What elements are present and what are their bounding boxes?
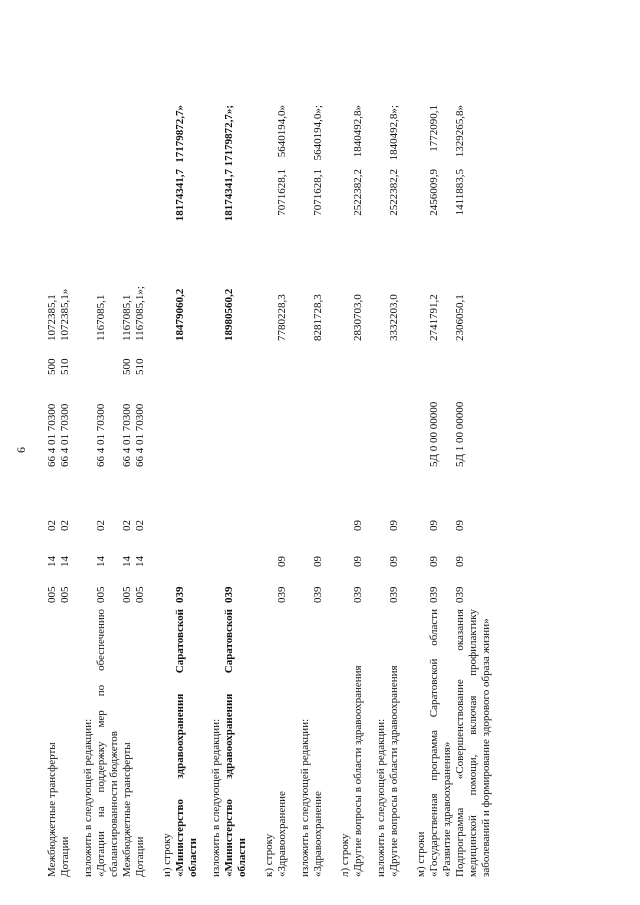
target-article-code: 66 4 01 70300 bbox=[95, 403, 107, 467]
table-row bbox=[121, 105, 134, 877]
table-row bbox=[428, 105, 454, 877]
amount-year-1: 1167085,1»; bbox=[134, 286, 146, 341]
spacer-row bbox=[401, 105, 415, 877]
dept-code: 039 bbox=[428, 586, 440, 603]
section-label-row bbox=[339, 105, 352, 877]
dept-code: 005 bbox=[95, 586, 107, 603]
section-label: и) строку bbox=[161, 833, 173, 877]
row-name: «Здравоохранение bbox=[276, 791, 288, 877]
section-code: 14 bbox=[134, 556, 146, 567]
amount-year-2 bbox=[59, 169, 72, 227]
row-name: Межбюджетные трансферты bbox=[121, 742, 133, 877]
instruction-row bbox=[82, 105, 95, 877]
table-row bbox=[276, 105, 289, 877]
spacer-row bbox=[325, 105, 339, 877]
subsection-code: 02 bbox=[95, 520, 107, 531]
table-row bbox=[174, 105, 200, 877]
dept-code: 005 bbox=[121, 586, 133, 603]
amount-year-1: 1167085,1 bbox=[95, 294, 107, 341]
spacer-row bbox=[289, 105, 299, 877]
subsection-code: 09 bbox=[428, 520, 440, 531]
spacer-row bbox=[72, 105, 82, 877]
row-name: Межбюджетные трансферты bbox=[46, 742, 58, 877]
budget-table bbox=[46, 105, 493, 877]
target-article-code: 66 4 01 70300 bbox=[121, 403, 133, 467]
amount-year-2: 2522382,2 bbox=[352, 169, 364, 216]
amount-year-2 bbox=[95, 169, 121, 227]
section-code bbox=[223, 531, 249, 567]
dept-code: 005 bbox=[134, 586, 146, 603]
amount-year-2: 2456009,9 bbox=[428, 169, 440, 216]
target-article-code: 66 4 01 70300 bbox=[46, 403, 58, 467]
row-name: Подпрограмма «Совершенствование оказания медицинской помощи, включая профилактику заболеваний и формирование здорового образа жизни» bbox=[454, 609, 492, 877]
expense-type-code bbox=[352, 341, 365, 375]
instruction-text: изложить в следующей редакции: bbox=[375, 718, 387, 877]
amount-year-1: 18980560,2 bbox=[223, 288, 235, 341]
row-name: «Государственная программа Саратовской области «Развитие здравоохранения» bbox=[428, 609, 453, 877]
dept-code: 039 bbox=[223, 586, 235, 603]
row-name: «Дотации на поддержку мер по обеспечению сбалансированности бюджетов bbox=[95, 609, 120, 877]
dept-code: 005 bbox=[59, 586, 71, 603]
row-name: «Здравоохранение bbox=[312, 791, 324, 877]
target-article-code bbox=[276, 375, 289, 467]
row-name: «Министерство здравоохранения Саратовской области bbox=[174, 609, 199, 877]
section-label-row bbox=[415, 105, 428, 877]
instruction-row bbox=[210, 105, 223, 877]
amount-year-2 bbox=[46, 169, 59, 227]
expense-type-code bbox=[454, 341, 493, 375]
row-name: Дотации bbox=[59, 836, 71, 877]
amount-year-3 bbox=[134, 105, 147, 169]
spacer-row bbox=[147, 105, 161, 877]
dept-code: 039 bbox=[352, 586, 364, 603]
dept-code: 039 bbox=[454, 586, 466, 603]
target-article-code: 5Д 1 00 00000 bbox=[454, 401, 466, 467]
amount-year-1: 2741791,2 bbox=[428, 294, 440, 341]
subsection-code bbox=[312, 467, 325, 531]
amount-year-1: 1072385,1» bbox=[59, 288, 71, 341]
subsection-code: 02 bbox=[121, 520, 133, 531]
dept-code: 039 bbox=[388, 586, 400, 603]
table-row bbox=[223, 105, 249, 877]
table-row bbox=[59, 105, 72, 877]
amount-year-1: 2830703,0 bbox=[352, 294, 364, 341]
section-code: 09 bbox=[428, 556, 440, 567]
instruction-row bbox=[299, 105, 312, 877]
amount-year-3: 5640194,0»; bbox=[312, 105, 324, 161]
expense-type-code bbox=[95, 341, 121, 375]
table-row bbox=[95, 105, 121, 877]
amount-year-3: 5640194,0» bbox=[276, 105, 288, 158]
instruction-row bbox=[375, 105, 388, 877]
row-name: Дотации bbox=[134, 836, 146, 877]
amount-year-3: 17179872,7»; bbox=[223, 105, 235, 167]
dept-code: 039 bbox=[312, 586, 324, 603]
subsection-code: 02 bbox=[134, 520, 146, 531]
table-row bbox=[46, 105, 59, 877]
amount-year-3 bbox=[121, 105, 134, 169]
table-row bbox=[388, 105, 401, 877]
section-label-row bbox=[263, 105, 276, 877]
table-row bbox=[312, 105, 325, 877]
section-code: 09 bbox=[388, 556, 400, 567]
target-article-code: 5Д 0 00 00000 bbox=[428, 401, 440, 467]
amount-year-1: 2306050,1 bbox=[454, 294, 466, 341]
section-code: 09 bbox=[312, 556, 324, 567]
row-name: «Министерство здравоохранения Саратовской области bbox=[223, 609, 248, 877]
target-article-code bbox=[388, 375, 401, 467]
amount-year-1: 1072385,1 bbox=[46, 294, 58, 341]
amount-year-2: 18174341,7 bbox=[174, 169, 186, 222]
amount-year-2: 2522382,2 bbox=[388, 169, 400, 216]
section-code: 14 bbox=[59, 556, 71, 567]
section-label: м) строки bbox=[415, 831, 427, 877]
instruction-text: изложить в следующей редакции: bbox=[299, 718, 311, 877]
amount-year-1: 8281728,3 bbox=[312, 294, 324, 341]
section-code: 14 bbox=[46, 556, 58, 567]
amount-year-3 bbox=[46, 105, 59, 169]
spacer-row bbox=[365, 105, 375, 877]
spacer-row bbox=[249, 105, 263, 877]
expense-type-code bbox=[174, 341, 200, 375]
instruction-text: изложить в следующей редакции: bbox=[82, 718, 94, 877]
amount-year-1: 7780228,3 bbox=[276, 294, 288, 341]
expense-type-code: 510 bbox=[59, 358, 71, 375]
amount-year-2: 7071628,1 bbox=[276, 169, 288, 216]
row-name: «Другие вопросы в области здравоохранения bbox=[352, 665, 364, 877]
amount-year-2: 18174341,7 bbox=[223, 169, 235, 222]
target-article-code bbox=[223, 375, 249, 467]
table-row bbox=[454, 105, 493, 877]
table-row bbox=[134, 105, 147, 877]
section-code: 09 bbox=[454, 556, 466, 567]
amount-year-3: 1840492,8» bbox=[352, 105, 364, 158]
amount-year-3: 1840492,8»; bbox=[388, 105, 400, 161]
target-article-code bbox=[174, 375, 200, 467]
amount-year-1: 1167085,1 bbox=[121, 294, 133, 341]
amount-year-2 bbox=[134, 169, 147, 227]
section-label: к) строку bbox=[263, 833, 275, 877]
section-label: л) строку bbox=[339, 833, 351, 877]
subsection-code: 09 bbox=[388, 520, 400, 531]
dept-code: 005 bbox=[46, 586, 58, 603]
amount-year-3 bbox=[59, 105, 72, 169]
target-article-code: 66 4 01 70300 bbox=[59, 403, 71, 467]
subsection-code bbox=[276, 467, 289, 531]
target-article-code: 66 4 01 70300 bbox=[134, 403, 146, 467]
amount-year-3 bbox=[95, 105, 121, 169]
expense-type-code bbox=[312, 341, 325, 375]
expense-type-code: 500 bbox=[46, 358, 58, 375]
amount-year-3: 17179872,7» bbox=[174, 105, 186, 163]
table-row bbox=[352, 105, 365, 877]
subsection-code bbox=[174, 467, 200, 531]
subsection-code: 02 bbox=[46, 520, 58, 531]
expense-type-code: 500 bbox=[121, 358, 133, 375]
target-article-code bbox=[312, 375, 325, 467]
dept-code: 039 bbox=[174, 586, 186, 603]
amount-year-3: 1772090,1 bbox=[428, 105, 440, 152]
section-code: 14 bbox=[121, 556, 133, 567]
target-article-code bbox=[352, 375, 365, 467]
amount-year-3: 1329265,8» bbox=[454, 105, 466, 158]
section-code bbox=[174, 531, 200, 567]
amount-year-2 bbox=[121, 169, 134, 227]
section-code: 09 bbox=[352, 556, 364, 567]
section-code: 14 bbox=[95, 556, 107, 567]
amount-year-2: 1411883,5 bbox=[454, 169, 466, 216]
section-label-row bbox=[161, 105, 174, 877]
expense-type-code: 510 bbox=[134, 358, 146, 375]
spacer-row bbox=[200, 105, 210, 877]
amount-year-2: 7071628,1 bbox=[312, 169, 324, 216]
instruction-text: изложить в следующей редакции: bbox=[210, 718, 222, 877]
expense-type-code bbox=[428, 341, 454, 375]
expense-type-code bbox=[223, 341, 249, 375]
subsection-code: 02 bbox=[59, 520, 71, 531]
row-name: «Другие вопросы в области здравоохранения bbox=[388, 665, 400, 877]
amount-year-1: 3332203,0 bbox=[388, 294, 400, 341]
expense-type-code bbox=[388, 341, 401, 375]
dept-code: 039 bbox=[276, 586, 288, 603]
subsection-code: 09 bbox=[352, 520, 364, 531]
subsection-code: 09 bbox=[454, 520, 466, 531]
amount-year-1: 18479060,2 bbox=[174, 288, 186, 341]
subsection-code bbox=[223, 467, 249, 531]
expense-type-code bbox=[276, 341, 289, 375]
section-code: 09 bbox=[276, 556, 288, 567]
page-number: 6 bbox=[14, 447, 28, 453]
